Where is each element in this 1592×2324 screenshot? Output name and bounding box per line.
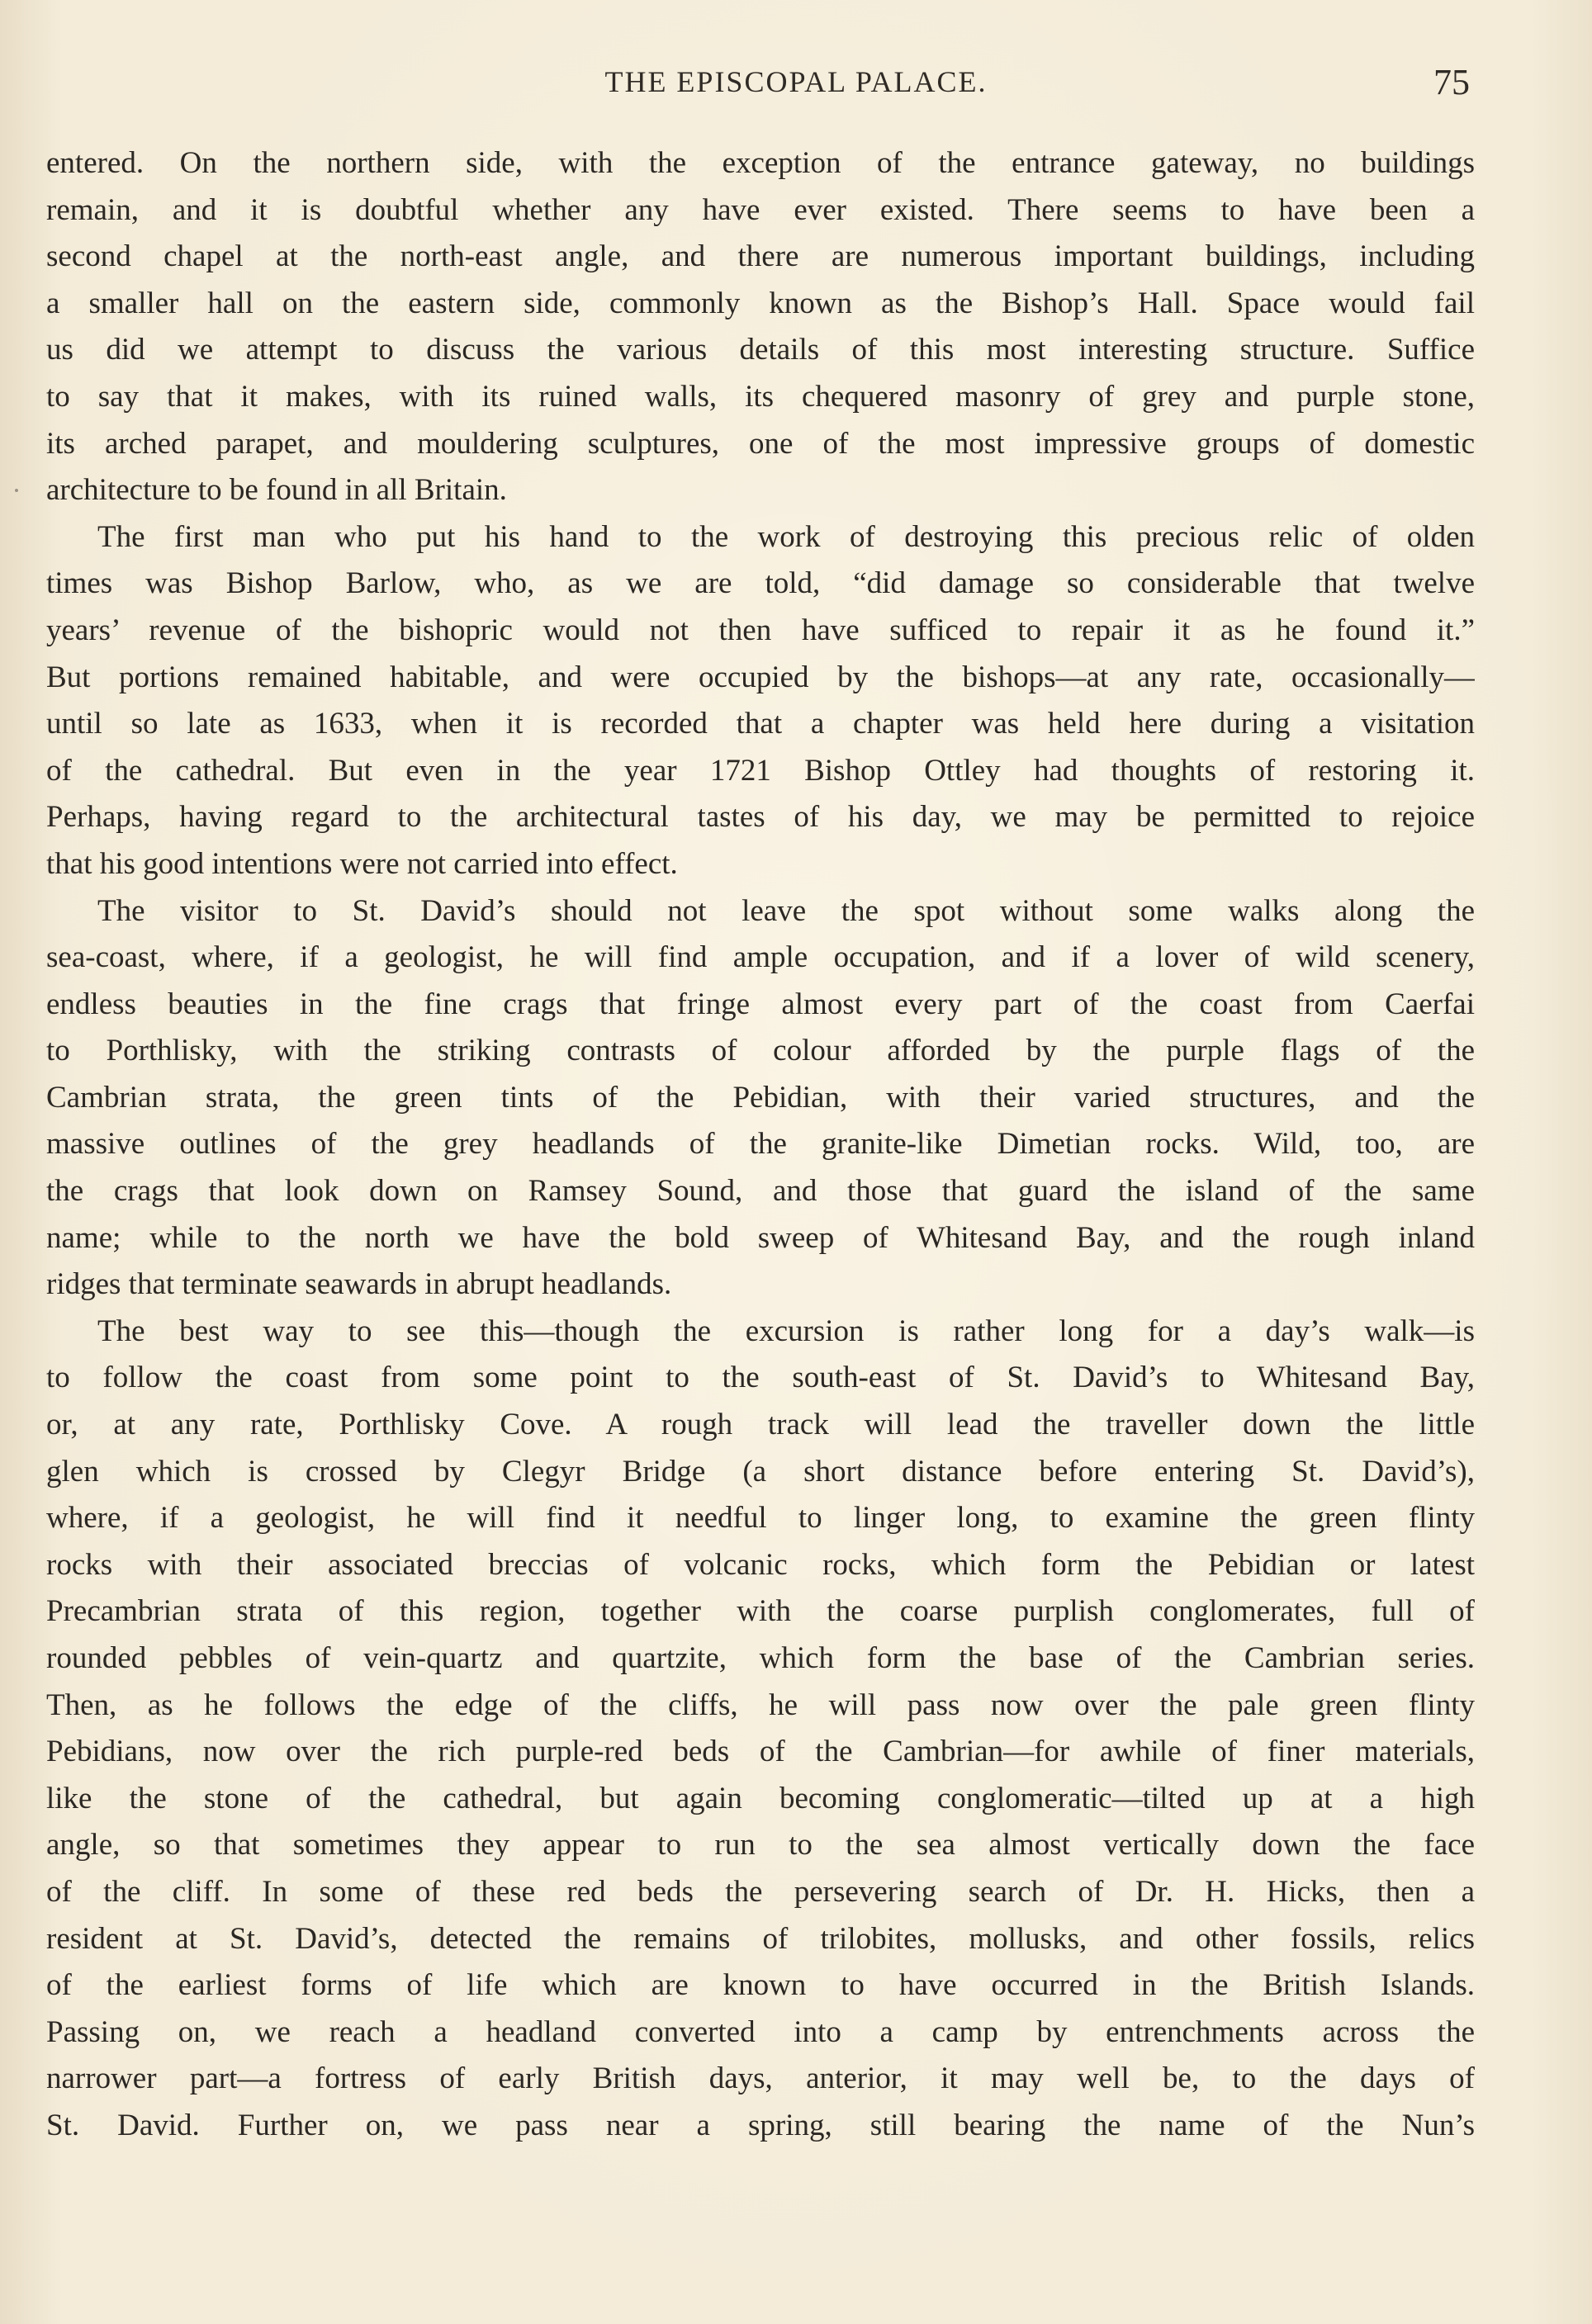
text-line: name; while to the north we have the bold sweep of Whitesand Bay, and the rough inland	[46, 1220, 1475, 1255]
text-line: where, if a geologist, he will find it needful to linger long, to examine the green flinty	[46, 1501, 1475, 1536]
text-line: sea-coast, where, if a geologist, he will find ample occupation, and if a lover of wild scenery,	[46, 940, 1475, 975]
text-line: Perhaps, having regard to the architectural tastes of his day, we may be permitted to rejoice	[46, 800, 1475, 835]
text-line: ridges that terminate seawards in abrupt headlands.	[46, 1267, 672, 1302]
running-header	[0, 64, 1592, 106]
text-line: second chapel at the north-east angle, and there are numerous important buildings, including	[46, 239, 1475, 274]
text-line: of the cliff. In some of these red beds the persevering search of Dr. H. Hicks, then a	[46, 1874, 1475, 1909]
text-line: entered. On the northern side, with the exception of the entrance gateway, no buildings	[46, 146, 1475, 180]
text-line: of the earliest forms of life which are known to have occurred in the British Islands.	[46, 1968, 1475, 2003]
text-line: years’ revenue of the bishopric would not then have sufficed to repair it as he found it.”	[46, 613, 1475, 647]
text-line: Cambrian strata, the green tints of the Pebidian, with their varied structures, and the	[46, 1080, 1475, 1115]
text-line: The visitor to St. David’s should not leave the spot without some walks along the	[97, 893, 1475, 928]
text-line: Passing on, we reach a headland converted into a camp by entrenchments across the	[46, 2014, 1475, 2049]
text-line: rocks with their associated breccias of volcanic rocks, which form the Pebidian or latest	[46, 1547, 1475, 1582]
text-line: times was Bishop Barlow, who, as we are told, “did damage so considerable that twelve	[46, 566, 1475, 601]
text-line: to Porthlisky, with the striking contrasts of colour afforded by the purple flags of the	[46, 1034, 1475, 1068]
text-line: But portions remained habitable, and were occupied by the bishops—at any rate, occasionally—	[46, 660, 1475, 694]
text-line: architecture to be found in all Britain.	[46, 473, 507, 508]
text-line: to follow the coast from some point to the south-east of St. David’s to Whitesand Bay,	[46, 1361, 1475, 1395]
text-line: angle, so that sometimes they appear to run to the sea almost vertically down the face	[46, 1828, 1475, 1863]
text-line: us did we attempt to discuss the various details of this most interesting structure. Suffice	[46, 333, 1475, 367]
text-line: St. David. Further on, we pass near a spring, still bearing the name of the Nun’s	[46, 2108, 1475, 2142]
text-line: Pebidians, now over the rich purple-red beds of the Cambrian—for awhile of finer materials,	[46, 1735, 1475, 1769]
text-line: or, at any rate, Porthlisky Cove. A rough track will lead the traveller down the little	[46, 1408, 1475, 1442]
page-number: 75	[1433, 62, 1470, 102]
text-line: its arched parapet, and mouldering sculptures, one of the most impressive groups of domestic	[46, 426, 1475, 461]
text-line: remain, and it is doubtful whether any have ever existed. There seems to have been a	[46, 192, 1475, 227]
text-line: like the stone of the cathedral, but again becoming conglomeratic—tilted up at a high	[46, 1781, 1475, 1815]
text-line: that his good intentions were not carried into effect.	[46, 846, 678, 881]
text-line: to say that it makes, with its ruined walls, its chequered masonry of grey and purple stone,	[46, 379, 1475, 414]
text-line: endless beauties in the fine crags that fringe almost every part of the coast from Caerfai	[46, 987, 1475, 1021]
text-line: The first man who put his hand to the work of destroying this precious relic of olden	[97, 519, 1475, 554]
text-line: glen which is crossed by Clegyr Bridge (a short distance before entering St. David’s),	[46, 1454, 1475, 1489]
text-line: until so late as 1633, when it is recorded that a chapter was held here during a visitation	[46, 707, 1475, 741]
text-line: Precambrian strata of this region, together with the coarse purplish conglomerates, full of	[46, 1594, 1475, 1629]
text-line: a smaller hall on the eastern side, commonly known as the Bishop’s Hall. Space would fail	[46, 286, 1475, 320]
text-line: of the cathedral. But even in the year 1721 Bishop Ottley had thoughts of restoring it.	[46, 753, 1475, 788]
text-line: resident at St. David’s, detected the remains of trilobites, mollusks, and other fossils, relics	[46, 1921, 1475, 1956]
running-title: THE EPISCOPAL PALACE.	[604, 65, 988, 98]
text-line: massive outlines of the grey headlands of the granite-like Dimetian rocks. Wild, too, are	[46, 1127, 1475, 1162]
body-text	[46, 140, 1475, 2150]
text-line: rounded pebbles of vein-quartz and quartzite, which form the base of the Cambrian series.	[46, 1641, 1475, 1675]
margin-speck	[15, 489, 18, 492]
text-line: narrower part—a fortress of early British days, anterior, it may well be, to the days of	[46, 2061, 1475, 2096]
text-line: the crags that look down on Ramsey Sound, and those that guard the island of the same	[46, 1174, 1475, 1209]
text-line: Then, as he follows the edge of the cliffs, he will pass now over the pale green flinty	[46, 1687, 1475, 1722]
text-line: The best way to see this—though the excursion is rather long for a day’s walk—is	[97, 1313, 1475, 1348]
